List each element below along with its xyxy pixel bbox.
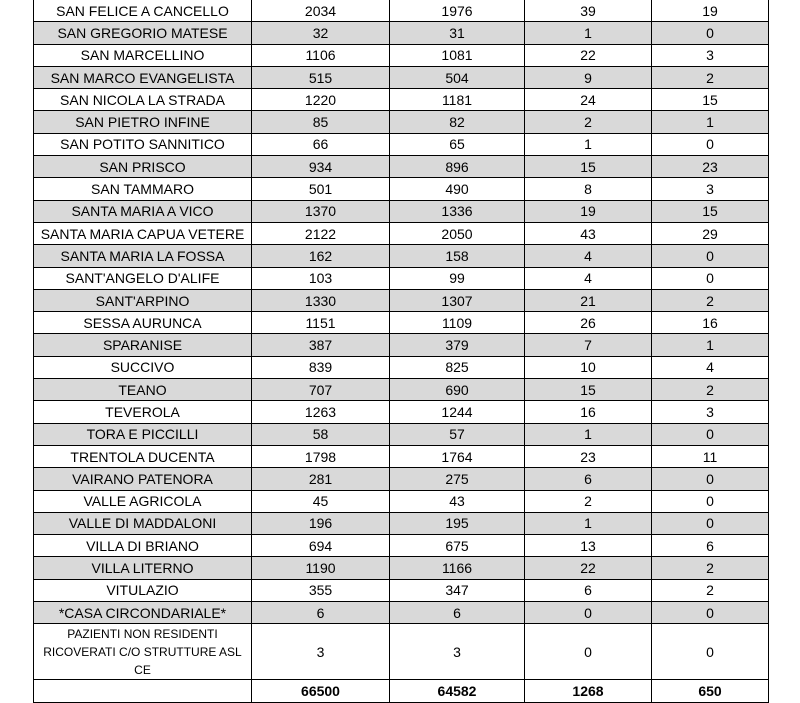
value-4: 11 [652,445,769,467]
value-3: 22 [525,44,652,66]
note-row [34,624,769,680]
value-2: 275 [390,468,525,490]
value-3: 4 [525,245,652,267]
value-3: 10 [525,356,652,378]
table-row [34,334,769,356]
value-4: 0 [652,245,769,267]
value-1: 515 [252,66,390,88]
table-row [34,156,769,178]
value-3: 15 [525,156,652,178]
value-4: 4 [652,356,769,378]
value-4: 29 [652,222,769,244]
municipality-name: SANT'ANGELO D'ALIFE [34,267,252,289]
value-4: 3 [652,178,769,200]
municipality-name: SAN MARCO EVANGELISTA [34,66,252,88]
value-2: 82 [390,111,525,133]
total-value-3: 1268 [525,680,652,703]
municipality-name: SAN TAMMARO [34,178,252,200]
value-1: 387 [252,334,390,356]
table-row [34,66,769,88]
table-row [34,111,769,133]
table-row [34,222,769,244]
value-2: 57 [390,423,525,445]
value-4: 23 [652,156,769,178]
total-value-4: 650 [652,680,769,703]
value-4: 16 [652,312,769,334]
table-row [34,312,769,334]
municipality-name: SAN MARCELLINO [34,44,252,66]
value-4: 15 [652,200,769,222]
value-1: 1106 [252,44,390,66]
value-2: 1181 [390,89,525,111]
value-1: 1330 [252,289,390,311]
value-3: 1 [525,133,652,155]
note-row-value-4: 0 [652,624,769,680]
note-row-value-1: 3 [252,624,390,680]
value-3: 7 [525,334,652,356]
value-1: 934 [252,156,390,178]
note-row-value-2: 3 [390,624,525,680]
value-4: 2 [652,557,769,579]
value-2: 690 [390,379,525,401]
value-1: 281 [252,468,390,490]
value-3: 1 [525,512,652,534]
total-value-1: 66500 [252,680,390,703]
value-4: 0 [652,490,769,512]
value-4: 0 [652,602,769,624]
value-2: 1976 [390,0,525,22]
municipality-name: SPARANISE [34,334,252,356]
table-row [34,401,769,423]
value-3: 21 [525,289,652,311]
value-1: 85 [252,111,390,133]
value-1: 1798 [252,445,390,467]
table-row [34,267,769,289]
value-2: 347 [390,579,525,601]
value-2: 1166 [390,557,525,579]
value-3: 9 [525,66,652,88]
value-4: 0 [652,423,769,445]
municipality-name: SANTA MARIA LA FOSSA [34,245,252,267]
value-3: 39 [525,0,652,22]
value-4: 2 [652,66,769,88]
value-1: 1370 [252,200,390,222]
value-2: 1336 [390,200,525,222]
value-3: 1 [525,423,652,445]
municipality-name: SANTA MARIA A VICO [34,200,252,222]
value-2: 379 [390,334,525,356]
note-row-name: PAZIENTI NON RESIDENTI RICOVERATI C/O STRUTTURE ASL CE [34,624,252,680]
municipality-name: TORA E PICCILLI [34,423,252,445]
value-3: 24 [525,89,652,111]
value-2: 1307 [390,289,525,311]
value-1: 66 [252,133,390,155]
value-3: 0 [525,602,652,624]
value-2: 504 [390,66,525,88]
value-4: 3 [652,401,769,423]
value-3: 19 [525,200,652,222]
municipality-name: SESSA AURUNCA [34,312,252,334]
table-row [34,0,769,22]
value-1: 707 [252,379,390,401]
value-4: 1 [652,111,769,133]
value-2: 1244 [390,401,525,423]
value-2: 490 [390,178,525,200]
value-1: 162 [252,245,390,267]
value-1: 58 [252,423,390,445]
value-3: 6 [525,579,652,601]
value-1: 355 [252,579,390,601]
value-2: 1109 [390,312,525,334]
municipality-name: SAN NICOLA LA STRADA [34,89,252,111]
value-4: 2 [652,289,769,311]
table-row [34,602,769,624]
municipality-name: VAIRANO PATENORA [34,468,252,490]
value-4: 1 [652,334,769,356]
table-row [34,557,769,579]
value-2: 65 [390,133,525,155]
table-row [34,423,769,445]
value-1: 839 [252,356,390,378]
value-4: 2 [652,579,769,601]
municipality-name: TEVEROLA [34,401,252,423]
table-row [34,579,769,601]
table-row [34,468,769,490]
value-2: 825 [390,356,525,378]
value-3: 1 [525,22,652,44]
value-1: 6 [252,602,390,624]
value-4: 0 [652,512,769,534]
municipality-name: SAN POTITO SANNITICO [34,133,252,155]
value-3: 26 [525,312,652,334]
value-4: 0 [652,22,769,44]
table-row [34,490,769,512]
value-3: 8 [525,178,652,200]
value-1: 2122 [252,222,390,244]
note-row-value-3: 0 [525,624,652,680]
municipality-name: SANT'ARPINO [34,289,252,311]
value-3: 13 [525,535,652,557]
table-row [34,22,769,44]
table-row [34,289,769,311]
municipality-name: SAN PIETRO INFINE [34,111,252,133]
table-row [34,200,769,222]
value-2: 158 [390,245,525,267]
municipality-name: TRENTOLA DUCENTA [34,445,252,467]
value-1: 2034 [252,0,390,22]
value-3: 15 [525,379,652,401]
value-1: 103 [252,267,390,289]
municipality-name: VILLA LITERNO [34,557,252,579]
municipality-name: SAN FELICE A CANCELLO [34,0,252,22]
municipality-name: VALLE DI MADDALONI [34,512,252,534]
value-2: 31 [390,22,525,44]
value-3: 2 [525,490,652,512]
total-row-label [34,680,252,703]
municipality-name: VITULAZIO [34,579,252,601]
table-row [34,356,769,378]
table-row [34,133,769,155]
municipality-name: SAN PRISCO [34,156,252,178]
table-row [34,445,769,467]
value-4: 19 [652,0,769,22]
value-1: 1190 [252,557,390,579]
value-4: 15 [652,89,769,111]
value-2: 99 [390,267,525,289]
value-3: 43 [525,222,652,244]
data-table [33,0,769,703]
table-body [34,0,769,703]
value-3: 22 [525,557,652,579]
value-2: 1764 [390,445,525,467]
value-1: 1220 [252,89,390,111]
value-2: 195 [390,512,525,534]
value-2: 1081 [390,44,525,66]
value-3: 23 [525,445,652,467]
value-4: 3 [652,44,769,66]
value-3: 16 [525,401,652,423]
value-1: 196 [252,512,390,534]
value-2: 675 [390,535,525,557]
value-2: 2050 [390,222,525,244]
value-1: 1263 [252,401,390,423]
value-1: 501 [252,178,390,200]
value-3: 4 [525,267,652,289]
value-2: 43 [390,490,525,512]
value-4: 0 [652,267,769,289]
total-row [34,680,769,703]
table-row [34,44,769,66]
municipality-name: VALLE AGRICOLA [34,490,252,512]
municipality-name: *CASA CIRCONDARIALE* [34,602,252,624]
value-2: 6 [390,602,525,624]
value-1: 694 [252,535,390,557]
municipality-name: SUCCIVO [34,356,252,378]
municipality-name: VILLA DI BRIANO [34,535,252,557]
value-4: 2 [652,379,769,401]
municipality-name: TEANO [34,379,252,401]
value-1: 45 [252,490,390,512]
total-value-2: 64582 [390,680,525,703]
table-row [34,512,769,534]
value-1: 32 [252,22,390,44]
value-4: 0 [652,133,769,155]
table-row [34,535,769,557]
table-row [34,245,769,267]
value-4: 6 [652,535,769,557]
value-3: 2 [525,111,652,133]
municipality-name: SANTA MARIA CAPUA VETERE [34,222,252,244]
municipality-name: SAN GREGORIO MATESE [34,22,252,44]
value-2: 896 [390,156,525,178]
table-row [34,89,769,111]
table-row [34,379,769,401]
value-4: 0 [652,468,769,490]
table-row [34,178,769,200]
value-3: 6 [525,468,652,490]
value-1: 1151 [252,312,390,334]
